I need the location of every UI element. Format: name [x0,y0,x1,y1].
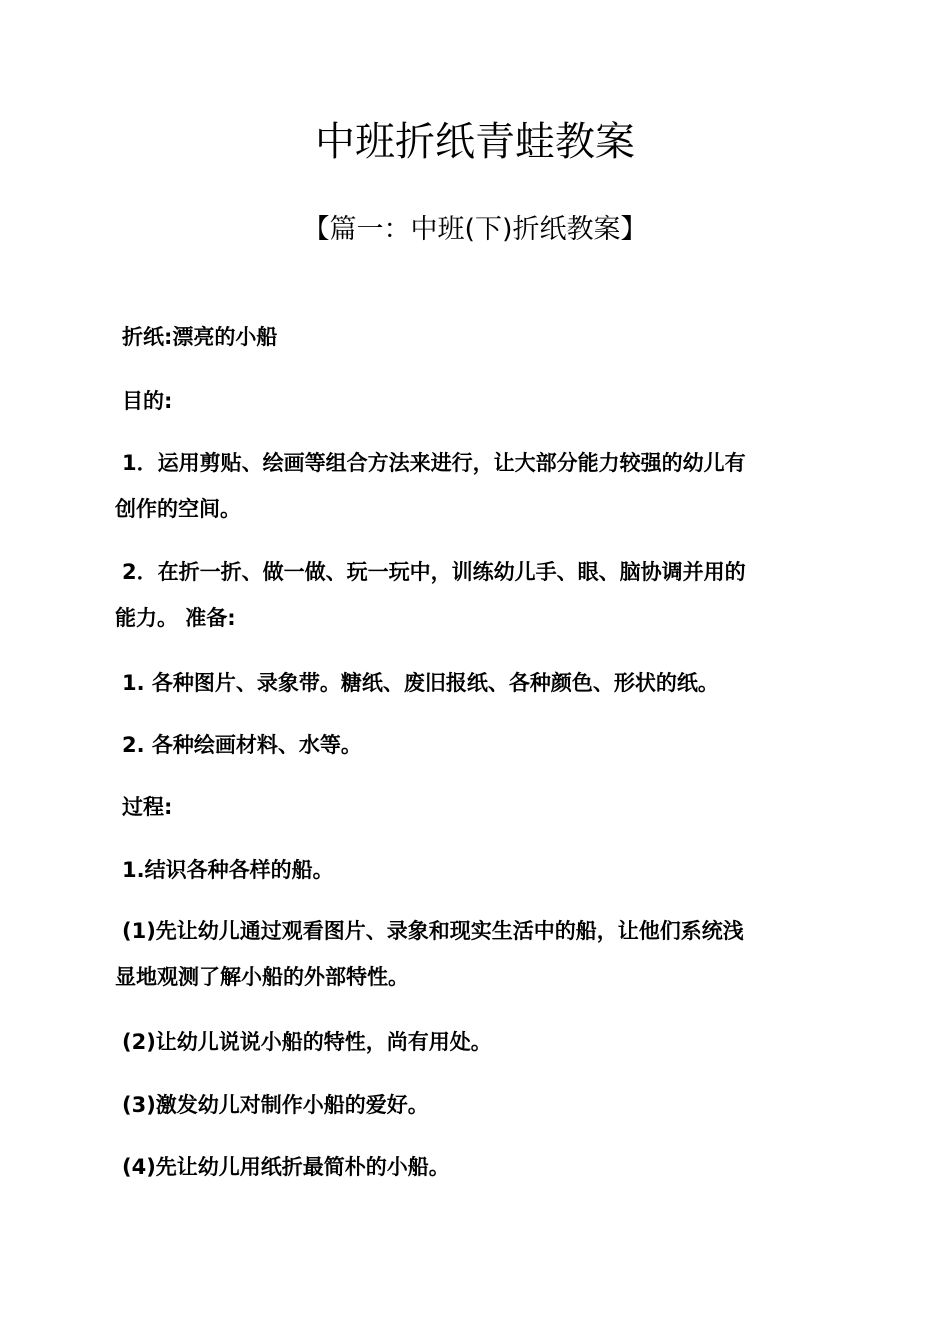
paragraph-goal-2-line-1: 2．在折一折、做一做、玩一玩中，训练幼儿手、眼、脑协调并用的 [122,560,746,584]
paragraph-goal-2 [115,549,835,641]
paragraph-process-1-2: (2)让幼儿说说小船的特性，尚有用处。 [122,1030,492,1054]
paragraph-process-1-1 [115,908,835,1000]
paragraph-goal-2-line-2: 能力。 准备: [115,606,236,630]
paragraph-goal-heading: 目的: [122,389,173,413]
paragraph-goal-1 [115,440,835,532]
paragraph-prep-2: 2. 各种绘画材料、水等。 [122,733,362,757]
document-subtitle: 【篇一：中班(下)折纸教案】 [302,214,648,245]
paragraph-prep-1: 1. 各种图片、录象带。糖纸、废旧报纸、各种颜色、形状的纸。 [122,671,719,695]
paragraph-process-1-4: (4)先让幼儿用纸折最简朴的小船。 [122,1155,450,1179]
paragraph-process-1-1-line-1: (1)先让幼儿通过观看图片、录象和现实生活中的船，让他们系统浅 [122,919,744,943]
paragraph-process-1-3: (3)激发幼儿对制作小船的爱好。 [122,1093,429,1117]
paragraph-process-1-1-line-2: 显地观测了解小船的外部特性。 [115,965,409,989]
document-title: 中班折纸青蛙教案 [315,119,635,165]
paragraph-section-title: 折纸:漂亮的小船 [122,325,278,349]
paragraph-goal-1-line-2: 创作的空间。 [115,497,241,521]
paragraph-process-heading: 过程: [122,795,173,819]
paragraph-goal-1-line-1: 1．运用剪贴、绘画等组合方法来进行，让大部分能力较强的幼儿有 [122,451,746,475]
paragraph-process-1: 1.结识各种各样的船。 [122,858,334,882]
